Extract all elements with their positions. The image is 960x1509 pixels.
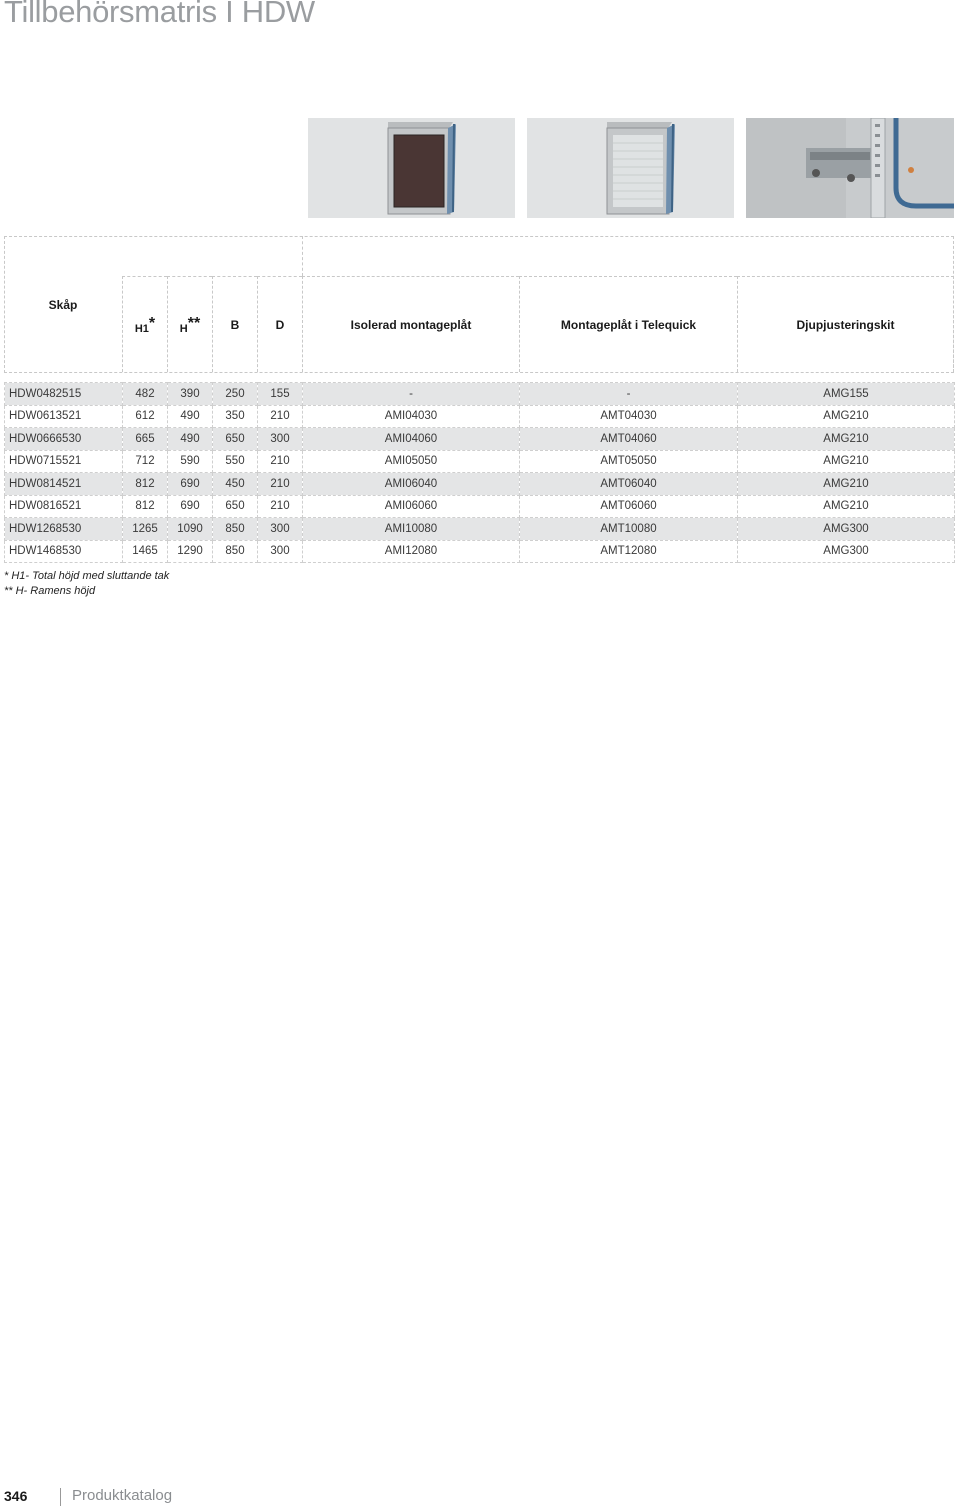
table-row <box>5 428 955 451</box>
footer-divider <box>60 1488 61 1506</box>
cell-djup: AMG210 <box>738 495 955 518</box>
cell-djup: AMG210 <box>738 405 955 428</box>
cell-telequick: AMT05050 <box>520 450 738 473</box>
cell-b: 850 <box>213 540 258 563</box>
cell-skap: HDW0666530 <box>5 428 123 451</box>
cell-b: 450 <box>213 473 258 496</box>
cell-d: 210 <box>258 450 303 473</box>
cell-d: 210 <box>258 473 303 496</box>
cell-isolerad: AMI10080 <box>303 518 520 541</box>
accessory-table <box>4 382 955 563</box>
header-top-group <box>302 236 954 276</box>
cell-b: 650 <box>213 428 258 451</box>
cell-h1: 1265 <box>123 518 168 541</box>
cell-isolerad: AMI06060 <box>303 495 520 518</box>
page-number: 346 <box>4 1488 28 1504</box>
cell-djup: AMG300 <box>738 518 955 541</box>
cell-telequick: AMT06040 <box>520 473 738 496</box>
table-row <box>5 383 955 406</box>
cell-h1: 612 <box>123 405 168 428</box>
cell-isolerad: AMI06040 <box>303 473 520 496</box>
cell-h1: 812 <box>123 473 168 496</box>
header-h1: H1* <box>122 276 167 372</box>
cell-skap: HDW0814521 <box>5 473 123 496</box>
cell-telequick: AMT12080 <box>520 540 738 563</box>
cell-telequick: AMT06060 <box>520 495 738 518</box>
cell-skap: HDW1468530 <box>5 540 123 563</box>
cell-skap: HDW1268530 <box>5 518 123 541</box>
cell-djup: AMG210 <box>738 450 955 473</box>
table-row <box>5 518 955 541</box>
cell-h: 590 <box>168 450 213 473</box>
cell-telequick: AMT04030 <box>520 405 738 428</box>
cell-skap: HDW0482515 <box>5 383 123 406</box>
cell-h1: 712 <box>123 450 168 473</box>
table-row <box>5 450 955 473</box>
cell-h: 490 <box>168 405 213 428</box>
cell-isolerad: - <box>303 383 520 406</box>
header-b: B <box>212 276 257 372</box>
cell-h: 490 <box>168 428 213 451</box>
cell-skap: HDW0816521 <box>5 495 123 518</box>
cell-h: 690 <box>168 495 213 518</box>
cell-skap: HDW0715521 <box>5 450 123 473</box>
header-telequick: Montageplåt i Telequick <box>519 276 737 372</box>
cell-b: 650 <box>213 495 258 518</box>
cell-isolerad: AMI04060 <box>303 428 520 451</box>
cell-djup: AMG300 <box>738 540 955 563</box>
cell-h1: 1465 <box>123 540 168 563</box>
cell-b: 250 <box>213 383 258 406</box>
insulated-plate-cabinet-image <box>308 118 515 218</box>
cell-d: 300 <box>258 428 303 451</box>
cell-djup: AMG210 <box>738 428 955 451</box>
cell-h: 1290 <box>168 540 213 563</box>
table-row <box>5 405 955 428</box>
cell-d: 210 <box>258 405 303 428</box>
cell-telequick: - <box>520 383 738 406</box>
cell-b: 850 <box>213 518 258 541</box>
cell-isolerad: AMI12080 <box>303 540 520 563</box>
page-title: Tillbehörsmatris I HDW <box>4 0 315 29</box>
header-djupjustering: Djupjusteringskit <box>737 276 954 372</box>
cell-h: 690 <box>168 473 213 496</box>
footnote-h: ** H- Ramens höjd <box>4 585 96 597</box>
cell-d: 300 <box>258 518 303 541</box>
depth-adjustment-kit-image <box>746 118 954 218</box>
cell-d: 155 <box>258 383 303 406</box>
cell-d: 210 <box>258 495 303 518</box>
cell-b: 550 <box>213 450 258 473</box>
table-row <box>5 540 955 563</box>
cell-telequick: AMT04060 <box>520 428 738 451</box>
cell-skap: HDW0613521 <box>5 405 123 428</box>
telequick-plate-cabinet-image <box>527 118 734 218</box>
cell-h: 390 <box>168 383 213 406</box>
header-d: D <box>257 276 302 372</box>
table-row <box>5 495 955 518</box>
table-row <box>5 473 955 496</box>
header-skap: Skåp <box>48 297 78 312</box>
cell-isolerad: AMI05050 <box>303 450 520 473</box>
cell-b: 350 <box>213 405 258 428</box>
header-h: H** <box>167 276 212 372</box>
cell-isolerad: AMI04030 <box>303 405 520 428</box>
cell-telequick: AMT10080 <box>520 518 738 541</box>
footnote-h1: * H1- Total höjd med sluttande tak <box>4 570 170 582</box>
cell-d: 300 <box>258 540 303 563</box>
cell-h1: 665 <box>123 428 168 451</box>
cell-h: 1090 <box>168 518 213 541</box>
cell-djup: AMG155 <box>738 383 955 406</box>
header-isolerad: Isolerad montageplåt <box>302 276 519 372</box>
footer-label: Produktkatalog <box>72 1487 173 1504</box>
cell-h1: 812 <box>123 495 168 518</box>
cell-h1: 482 <box>123 383 168 406</box>
cell-djup: AMG210 <box>738 473 955 496</box>
